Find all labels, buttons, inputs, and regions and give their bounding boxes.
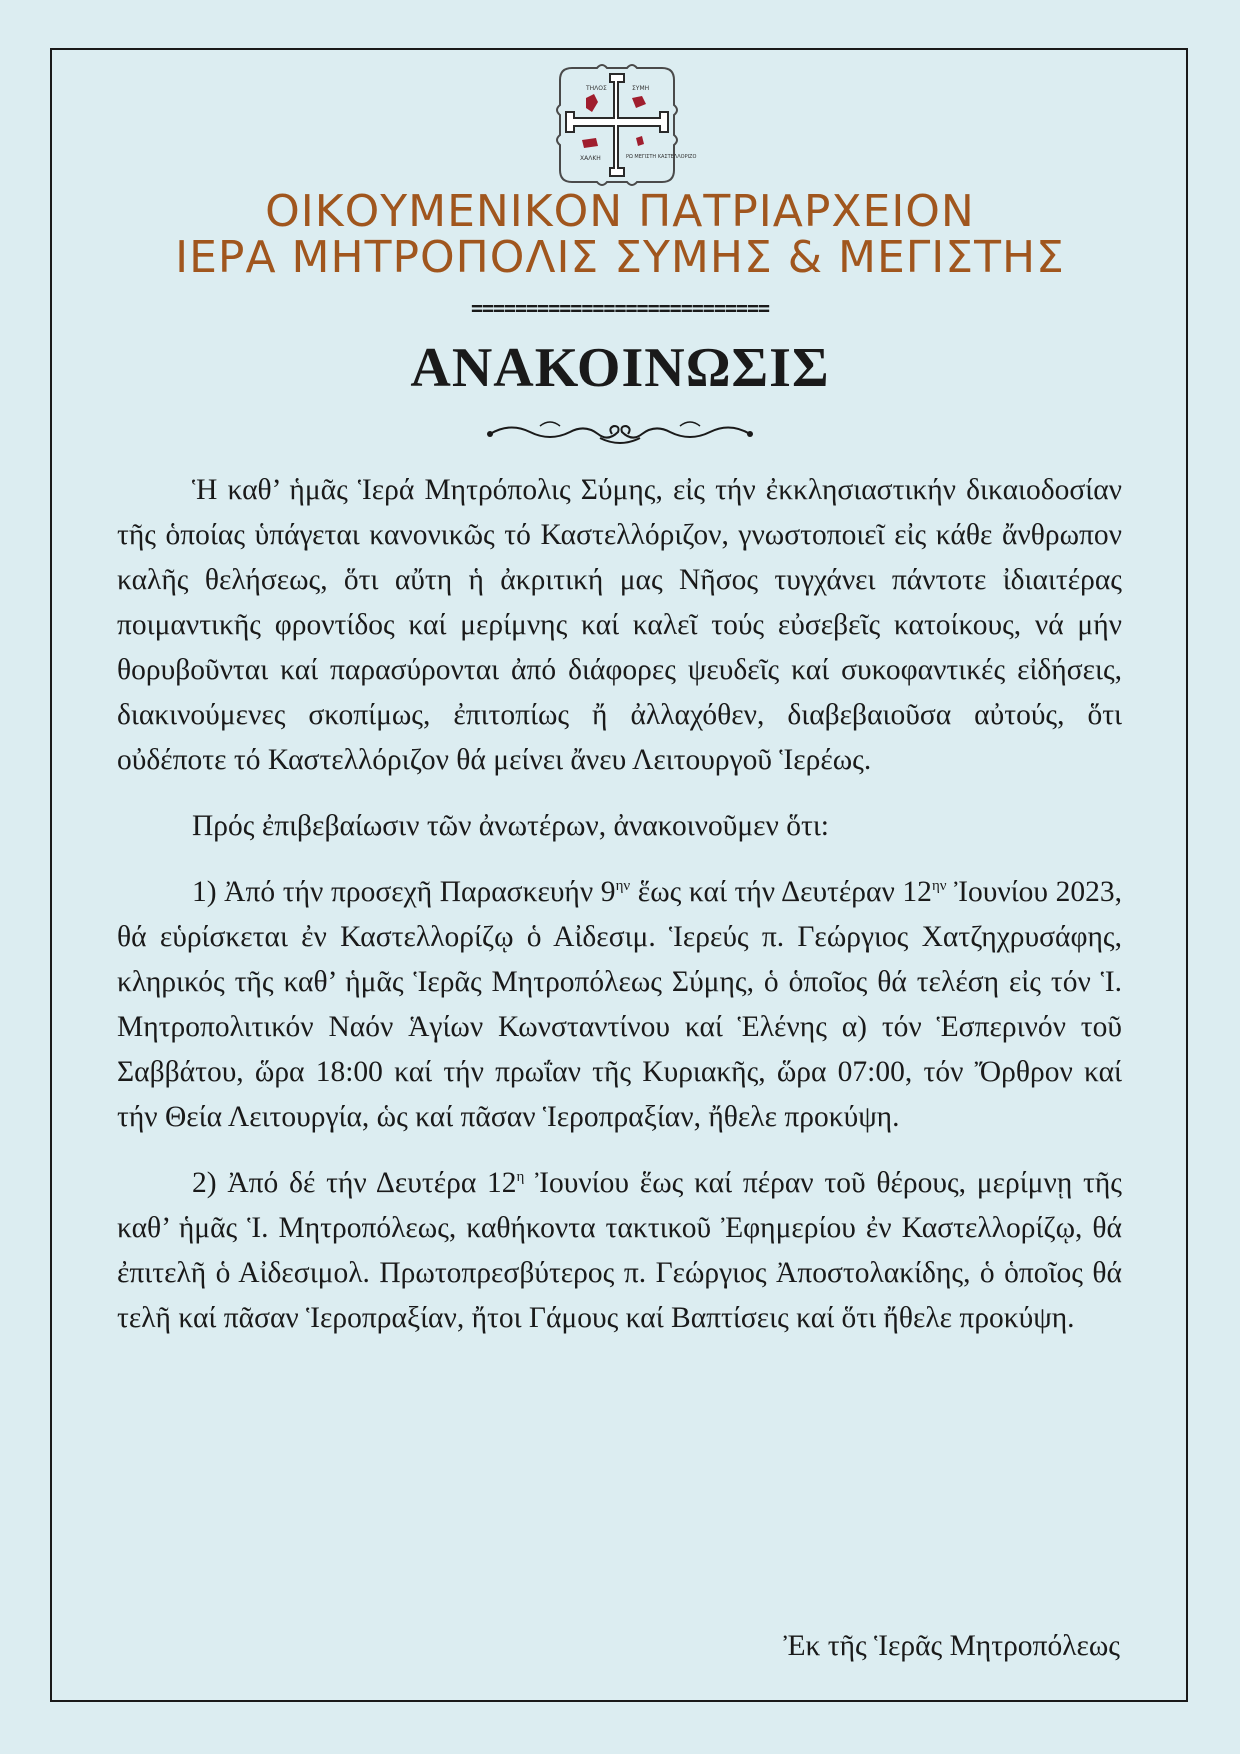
cross-emblem-icon	[552, 60, 697, 190]
island-mark	[632, 96, 646, 108]
metropolis-heading: ΙΕΡΑ ΜΗΤΡΟΠΟΛΙΣ ΣΥΜΗΣ & ΜΕΓΙΣΤΗΣ	[175, 232, 1065, 283]
item-1-text-a: 1) Ἀπό τήν προσεχῆ Παρασκευήν 9	[192, 876, 616, 908]
paragraph-intro: Ἡ καθ’ ἡμᾶς Ἱερά Μητρόπολις Σύμης, εἰς τήν ἐκκλησιαστικήν δικαιοδοσίαν τῆς ὁποίας ὑπάγεται κανονικῶς τό Καστελλόριζον, γνωστοποιεῖ εἰς κάθε ἄνθρωπον καλῆς θελήσεως, ὅτι αὔτη ἡ ἀκριτική μας Νῆσος τυγχάνει πάντοτε ἰδιαιτέρας ποιμαντικῆς φροντίδος καί μερίμνης καί καλεῖ τούς εὐσεβεῖς κατοίκους, νά μήν θορυβοῦνται καί παρασύρονται ἀπό διάφορες ψευδεῖς καί συκοφαντικές εἰδήσεις, διακινούμενες σκοπίμως, ἐπιτοπίως ἤ ἀλλαχόθεν, διαβεβαιοῦσα αὐτούς, ὅτι οὐδέποτε τό Καστελλόριζον θά μείνει ἄνευ Λειτουργοῦ Ἱερέως.	[117, 474, 1122, 776]
paragraph-item-1	[117, 870, 1122, 1140]
announcement-body	[117, 468, 1122, 1362]
item-2-sup-1: η	[516, 1169, 525, 1186]
emblem-label-tilos: ΤΗΛΟΣ	[586, 85, 607, 92]
page-title: ΑΝΑΚΟΙΝΩΣΙΣ	[410, 337, 830, 399]
emblem-label-chalki: ΧΑΛΚΗ	[580, 155, 601, 162]
item-2-text-b: Ἰουνίου ἕως καί πέραν τοῦ θέρους, μερίμνῃ τῆς καθ’ ἡμᾶς Ἱ. Μητροπόλεως, καθήκοντα τακτικοῦ Ἐφημερίου ἐν Καστελλορίζῳ, θά ἐπιτελῆ ὁ Αἰδεσιμολ. Πρωτοπρεσβύτερος π. Γεώργιος Ἀποστολακίδης, ὁ ὁποῖος θά τελῆ καί πᾶσαν Ἱεροπραξίαν, ἤτοι Γάμους καί Βαπτίσεις καί ὅτι ἤθελε προκύψη.	[117, 1167, 1122, 1334]
paragraph-confirmation: Πρός ἐπιβεβαίωσιν τῶν ἀνωτέρων, ἀνακοινοῦμεν ὅτι:	[192, 810, 829, 842]
item-1-sup-1: ην	[615, 878, 631, 895]
island-mark	[636, 136, 644, 146]
ornament-flourish-icon	[480, 412, 760, 452]
separator-line: ===========================	[470, 296, 770, 320]
item-1-text-b: ἕως καί τήν Δευτέραν 12	[630, 876, 932, 908]
item-2-text-a: 2) Ἀπό δέ τήν Δευτέρα 12	[192, 1167, 517, 1199]
emblem-label-megisti: ΡΩ ΜΕΓΙΣΤΗ ΚΑΣΤΕΛΛΟΡΙΖΟ	[626, 154, 697, 160]
item-1-sup-2: ην	[931, 878, 947, 895]
patriarchate-heading: ΟΙΚΟΥΜΕΝΙΚΟΝ ΠΑΤΡΙΑΡΧΕΙΟΝ	[265, 186, 975, 237]
paragraph-item-2	[117, 1161, 1122, 1341]
emblem-label-symi: ΣΥΜΗ	[632, 85, 650, 92]
item-1-text-c: Ἰουνίου 2023, θά εὑρίσκεται ἐν Καστελλορίζῳ ὁ Αἰδεσιμ. Ἱερεύς π. Γεώργιος Χατζηχρυσάφης, κληρικός τῆς καθ’ ἡμᾶς Ἱερᾶς Μητροπόλεως Σύμης, ὁ ὁποῖος θά τελέση εἰς τόν Ἱ. Μητροπολιτικόν Ναόν Ἁγίων Κωνσταντίνου καί Ἑλένης α) τόν Ἑσπερινόν τοῦ Σαββάτου, ὥρα 18:00 καί τήν πρωΐαν τῆς Κυριακῆς, ὥρα 07:00, τόν Ὄρθρον καί τήν Θεία Λειτουργία, ὡς καί πᾶσαν Ἱεροπραξίαν, ἤθελε προκύψη.	[117, 876, 1123, 1133]
island-mark	[582, 138, 598, 148]
island-mark	[586, 94, 598, 112]
signature-line: Ἐκ τῆς Ἱερᾶς Μητροπόλεως	[783, 1630, 1120, 1662]
